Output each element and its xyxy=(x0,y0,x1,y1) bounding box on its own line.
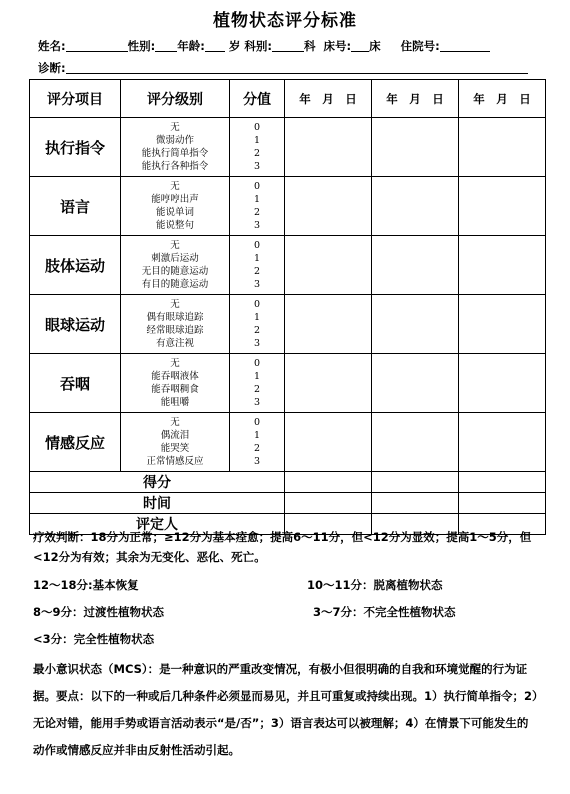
age-unit: 岁 xyxy=(228,39,241,53)
row-levels xyxy=(121,236,230,295)
row-scores xyxy=(230,177,285,236)
level-label: 能执行简单指令 xyxy=(141,148,209,159)
row-item: 肢体运动 xyxy=(30,236,121,295)
criteria-out-of-vegetative: 10～11分：脱离植物状态 xyxy=(307,578,443,592)
score-table xyxy=(29,79,546,535)
dept-field[interactable] xyxy=(272,39,304,52)
summary-entry-cell[interactable] xyxy=(372,493,459,514)
table-row xyxy=(30,413,546,472)
score-entry-cell[interactable] xyxy=(372,354,459,413)
score-value: 1 xyxy=(253,312,261,323)
level-label: 能吞咽液体 xyxy=(151,371,199,382)
summary-entry-cell[interactable] xyxy=(285,472,372,493)
score-entry-cell[interactable] xyxy=(285,413,372,472)
col-header-date-2[interactable]: 年 月 日 xyxy=(372,80,459,118)
dept-unit: 科 xyxy=(303,39,316,53)
score-entry-cell[interactable] xyxy=(372,236,459,295)
table-row xyxy=(30,177,546,236)
score-value: 0 xyxy=(253,240,261,251)
level-label: 能执行各种指令 xyxy=(141,161,209,172)
level-label: 有目的随意运动 xyxy=(141,279,209,290)
score-entry-cell[interactable] xyxy=(372,118,459,177)
score-entry-cell[interactable] xyxy=(372,295,459,354)
score-entry-cell[interactable] xyxy=(459,295,546,354)
row-item: 情感反应 xyxy=(30,413,121,472)
criteria-incomplete: 3～7分：不完全性植物状态 xyxy=(313,605,456,619)
row-levels xyxy=(121,295,230,354)
level-label: 刺激后运动 xyxy=(151,253,199,264)
score-value: 2 xyxy=(253,325,261,336)
score-entry-cell[interactable] xyxy=(459,177,546,236)
level-label: 能咀嚼 xyxy=(160,397,190,408)
score-value: 0 xyxy=(253,299,261,310)
summary-label: 时间 xyxy=(30,493,285,514)
row-item: 眼球运动 xyxy=(30,295,121,354)
level-label: 能说单词 xyxy=(155,207,194,218)
sex-field[interactable] xyxy=(155,39,177,52)
mcs-definition: 最小意识状态（MCS）：是一种意识的严重改变情况，有极小但很明确的自我和环境觉醒的行为证据。要点：以下的一种或后几种条件必须显而易见，并且可重复或持续出现。1）执行简单指令；2）无论对错，能用手势或语言活动表示“是/否”；3）语言表达可以被理解；4）在情景下可能发生的动作或情感反应并非由反射性活动引起。 xyxy=(33,662,538,757)
score-entry-cell[interactable] xyxy=(459,354,546,413)
score-entry-cell[interactable] xyxy=(372,177,459,236)
score-entry-cell[interactable] xyxy=(285,177,372,236)
score-value: 2 xyxy=(253,443,261,454)
summary-label: 得分 xyxy=(30,472,285,493)
admission-field[interactable] xyxy=(440,39,490,52)
criteria-complete: <3分：完全性植物状态 xyxy=(33,632,155,646)
bed-field[interactable] xyxy=(351,39,369,52)
summary-entry-cell[interactable] xyxy=(285,493,372,514)
summary-row xyxy=(30,472,546,493)
table-row xyxy=(30,295,546,354)
level-label: 无 xyxy=(170,181,180,192)
patient-info-line xyxy=(38,38,490,54)
level-label: 偶有眼球追踪 xyxy=(146,312,204,323)
bed-unit: 床 xyxy=(369,39,381,53)
score-entry-cell[interactable] xyxy=(285,354,372,413)
row-levels xyxy=(121,354,230,413)
score-entry-cell[interactable] xyxy=(285,236,372,295)
row-item: 执行指令 xyxy=(30,118,121,177)
level-label: 微弱动作 xyxy=(155,135,194,146)
score-value: 2 xyxy=(253,266,261,277)
score-value: 3 xyxy=(253,161,261,172)
score-value: 1 xyxy=(253,194,261,205)
score-value: 1 xyxy=(253,430,261,441)
row-scores xyxy=(230,118,285,177)
score-value: 1 xyxy=(253,253,261,264)
criteria-basic-recovery: 12～18分:基本恢复 xyxy=(33,578,139,592)
summary-entry-cell[interactable] xyxy=(372,472,459,493)
level-label: 偶流泪 xyxy=(160,430,190,441)
dept-label: 科别: xyxy=(244,39,272,53)
sex-label: 性别: xyxy=(127,39,156,53)
score-value: 3 xyxy=(253,397,261,408)
level-label: 经常眼球追踪 xyxy=(146,325,204,336)
level-label: 无 xyxy=(170,240,180,251)
level-label: 有意注视 xyxy=(155,338,194,349)
row-scores xyxy=(230,413,285,472)
score-value: 0 xyxy=(253,358,261,369)
age-label: 年龄: xyxy=(177,39,205,53)
level-label: 能哭笑 xyxy=(160,443,190,454)
criteria-transitional: 8～9分：过渡性植物状态 xyxy=(33,605,165,619)
table-row xyxy=(30,354,546,413)
table-row xyxy=(30,118,546,177)
score-value: 0 xyxy=(253,181,261,192)
row-levels xyxy=(121,413,230,472)
score-value: 3 xyxy=(253,456,261,467)
admission-label: 住院号: xyxy=(400,39,440,53)
score-value: 2 xyxy=(253,384,261,395)
page-title: 植物状态评分标准 xyxy=(213,11,357,31)
efficacy-criteria: 疗效判断：18分为正常；≥12分为基本痊愈；提高6～11分，但<12分为显效；提高1～5分，但<12分为有效；其余为无变化、恶化、死亡。 xyxy=(33,530,532,564)
row-levels xyxy=(121,118,230,177)
col-header-date-3[interactable]: 年 月 日 xyxy=(459,80,546,118)
score-value: 1 xyxy=(253,135,261,146)
age-field[interactable] xyxy=(205,39,225,52)
summary-row xyxy=(30,493,546,514)
table-header-row xyxy=(30,80,546,118)
row-item: 语言 xyxy=(30,177,121,236)
score-entry-cell[interactable] xyxy=(459,236,546,295)
col-header-item: 评分项目 xyxy=(30,80,121,118)
score-value: 2 xyxy=(253,148,261,159)
row-levels xyxy=(121,177,230,236)
summary-entry-cell[interactable] xyxy=(459,493,546,514)
row-scores xyxy=(230,354,285,413)
col-header-score: 分值 xyxy=(230,80,285,118)
level-label: 无 xyxy=(170,417,180,428)
score-value: 3 xyxy=(253,220,261,231)
level-label: 正常情感反应 xyxy=(146,456,204,467)
level-label: 无 xyxy=(170,122,180,133)
score-entry-cell[interactable] xyxy=(285,295,372,354)
score-entry-cell[interactable] xyxy=(285,118,372,177)
summary-label: 评定人 xyxy=(30,514,285,535)
diagnosis-field[interactable] xyxy=(66,61,528,74)
diagnosis-line xyxy=(38,60,528,76)
name-field[interactable] xyxy=(66,39,128,52)
score-value: 0 xyxy=(253,122,261,133)
score-entry-cell[interactable] xyxy=(459,118,546,177)
row-scores xyxy=(230,295,285,354)
score-entry-cell[interactable] xyxy=(459,413,546,472)
table-row xyxy=(30,236,546,295)
level-label: 无 xyxy=(170,299,180,310)
row-item: 吞咽 xyxy=(30,354,121,413)
row-scores xyxy=(230,236,285,295)
score-value: 3 xyxy=(253,338,261,349)
level-label: 无目的随意运动 xyxy=(141,266,209,277)
diagnosis-label: 诊断: xyxy=(38,61,66,75)
level-label: 能哼哼出声 xyxy=(151,194,199,205)
name-label: 姓名: xyxy=(38,39,66,53)
col-header-date-1[interactable]: 年 月 日 xyxy=(285,80,372,118)
level-label: 无 xyxy=(170,358,180,369)
bed-label: 床号: xyxy=(323,39,352,53)
score-value: 1 xyxy=(253,371,261,382)
col-header-level: 评分级别 xyxy=(121,80,230,118)
score-value: 0 xyxy=(253,417,261,428)
score-value: 3 xyxy=(253,279,261,290)
level-label: 能吞咽稠食 xyxy=(151,384,199,395)
level-label: 能说整句 xyxy=(155,220,194,231)
summary-entry-cell[interactable] xyxy=(459,472,546,493)
score-entry-cell[interactable] xyxy=(372,413,459,472)
score-value: 2 xyxy=(253,207,261,218)
